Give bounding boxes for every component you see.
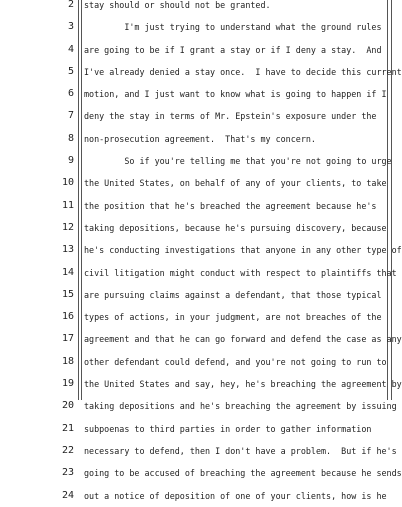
line-number: 7 [67, 110, 74, 122]
line-number: 19 [61, 378, 74, 390]
line-number: 14 [61, 266, 74, 278]
line-number: 10 [61, 177, 74, 189]
line-number: 6 [67, 88, 74, 100]
line-number: 8 [67, 132, 74, 144]
line-number: 12 [61, 221, 74, 233]
transcript-line [0, 373, 400, 395]
line-number: 2 [67, 0, 74, 10]
line-number: 18 [61, 355, 74, 367]
transcript-line [0, 195, 400, 217]
transcript-line [0, 284, 400, 306]
transcript-line [0, 351, 400, 373]
line-number: 21 [61, 422, 74, 434]
line-text: subpoenas to third parties in order to gather information [84, 423, 372, 434]
transcript-line [0, 418, 400, 440]
line-text: I've already denied a stay once. I have to decide this current [84, 66, 402, 77]
transcript-line [0, 128, 400, 150]
line-number: 3 [67, 21, 74, 33]
transcript-line [0, 172, 400, 194]
transcript-line [0, 16, 400, 38]
transcript-line [0, 150, 400, 172]
line-text: the position that he's breached the agreement because he's [84, 200, 377, 211]
line-number: 4 [67, 43, 74, 55]
line-number: 11 [61, 199, 74, 211]
line-text: non-prosecution agreement. That's my concern. [84, 133, 316, 144]
line-text: the United States, on behalf of any of your clients, to take [84, 178, 387, 189]
line-text: other defendant could defend, and you're not going to run to [84, 356, 387, 367]
line-text: motion, and I just want to know what is going to happen if I [84, 89, 387, 100]
line-number: 13 [61, 244, 74, 256]
transcript-line [0, 61, 400, 83]
line-text: stay should or should not be granted. [84, 0, 271, 10]
line-text: are pursuing claims against a defendant, that those typical [84, 289, 382, 300]
transcript-line [0, 462, 400, 484]
line-text: necessary to defend, then I don't have a problem. But if he's [84, 445, 397, 456]
line-text: deny the stay in terms of Mr. Epstein's exposure under the [84, 111, 377, 122]
transcript-line [0, 395, 400, 417]
line-text: taking depositions and he's breaching the agreement by issuing [84, 401, 397, 412]
transcript-line [0, 239, 400, 261]
line-text: are going to be if I grant a stay or if I deny a stay. And [84, 44, 382, 55]
transcript-line [0, 0, 400, 16]
line-number: 22 [61, 444, 74, 456]
transcript-line [0, 83, 400, 105]
line-text: types of actions, in your judgment, are not breaches of the [84, 312, 382, 323]
line-number: 9 [67, 155, 74, 167]
line-number: 17 [61, 333, 74, 345]
line-number: 23 [61, 467, 74, 479]
line-text: civil litigation might conduct with respect to plaintiffs that [84, 267, 397, 278]
line-text: agreement and that he can go forward and defend the case as any [84, 334, 402, 345]
transcript-line [0, 105, 400, 127]
transcript-line [0, 217, 400, 239]
transcript-line [0, 485, 400, 507]
line-text: the United States and say, hey, he's breaching the agreement by [84, 379, 402, 390]
transcript-line [0, 306, 400, 328]
line-number: 15 [61, 288, 74, 300]
line-number: 24 [61, 489, 74, 501]
line-text: I'm just trying to understand what the ground rules [84, 22, 382, 33]
transcript-line [0, 328, 400, 350]
transcript-line [0, 262, 400, 284]
line-number: 20 [61, 400, 74, 412]
transcript-line [0, 39, 400, 61]
line-text: out a notice of deposition of one of your clients, how is he [84, 490, 387, 501]
line-number: 5 [67, 65, 74, 77]
line-text: taking depositions, because he's pursuing discovery, because [84, 222, 387, 233]
line-number: 16 [61, 311, 74, 323]
line-text: going to be accused of breaching the agreement because he sends [84, 468, 402, 479]
line-text: So if you're telling me that you're not going to urge [84, 156, 392, 167]
transcript-line [0, 440, 400, 462]
line-text: he's conducting investigations that anyone in any other type of [84, 245, 402, 256]
